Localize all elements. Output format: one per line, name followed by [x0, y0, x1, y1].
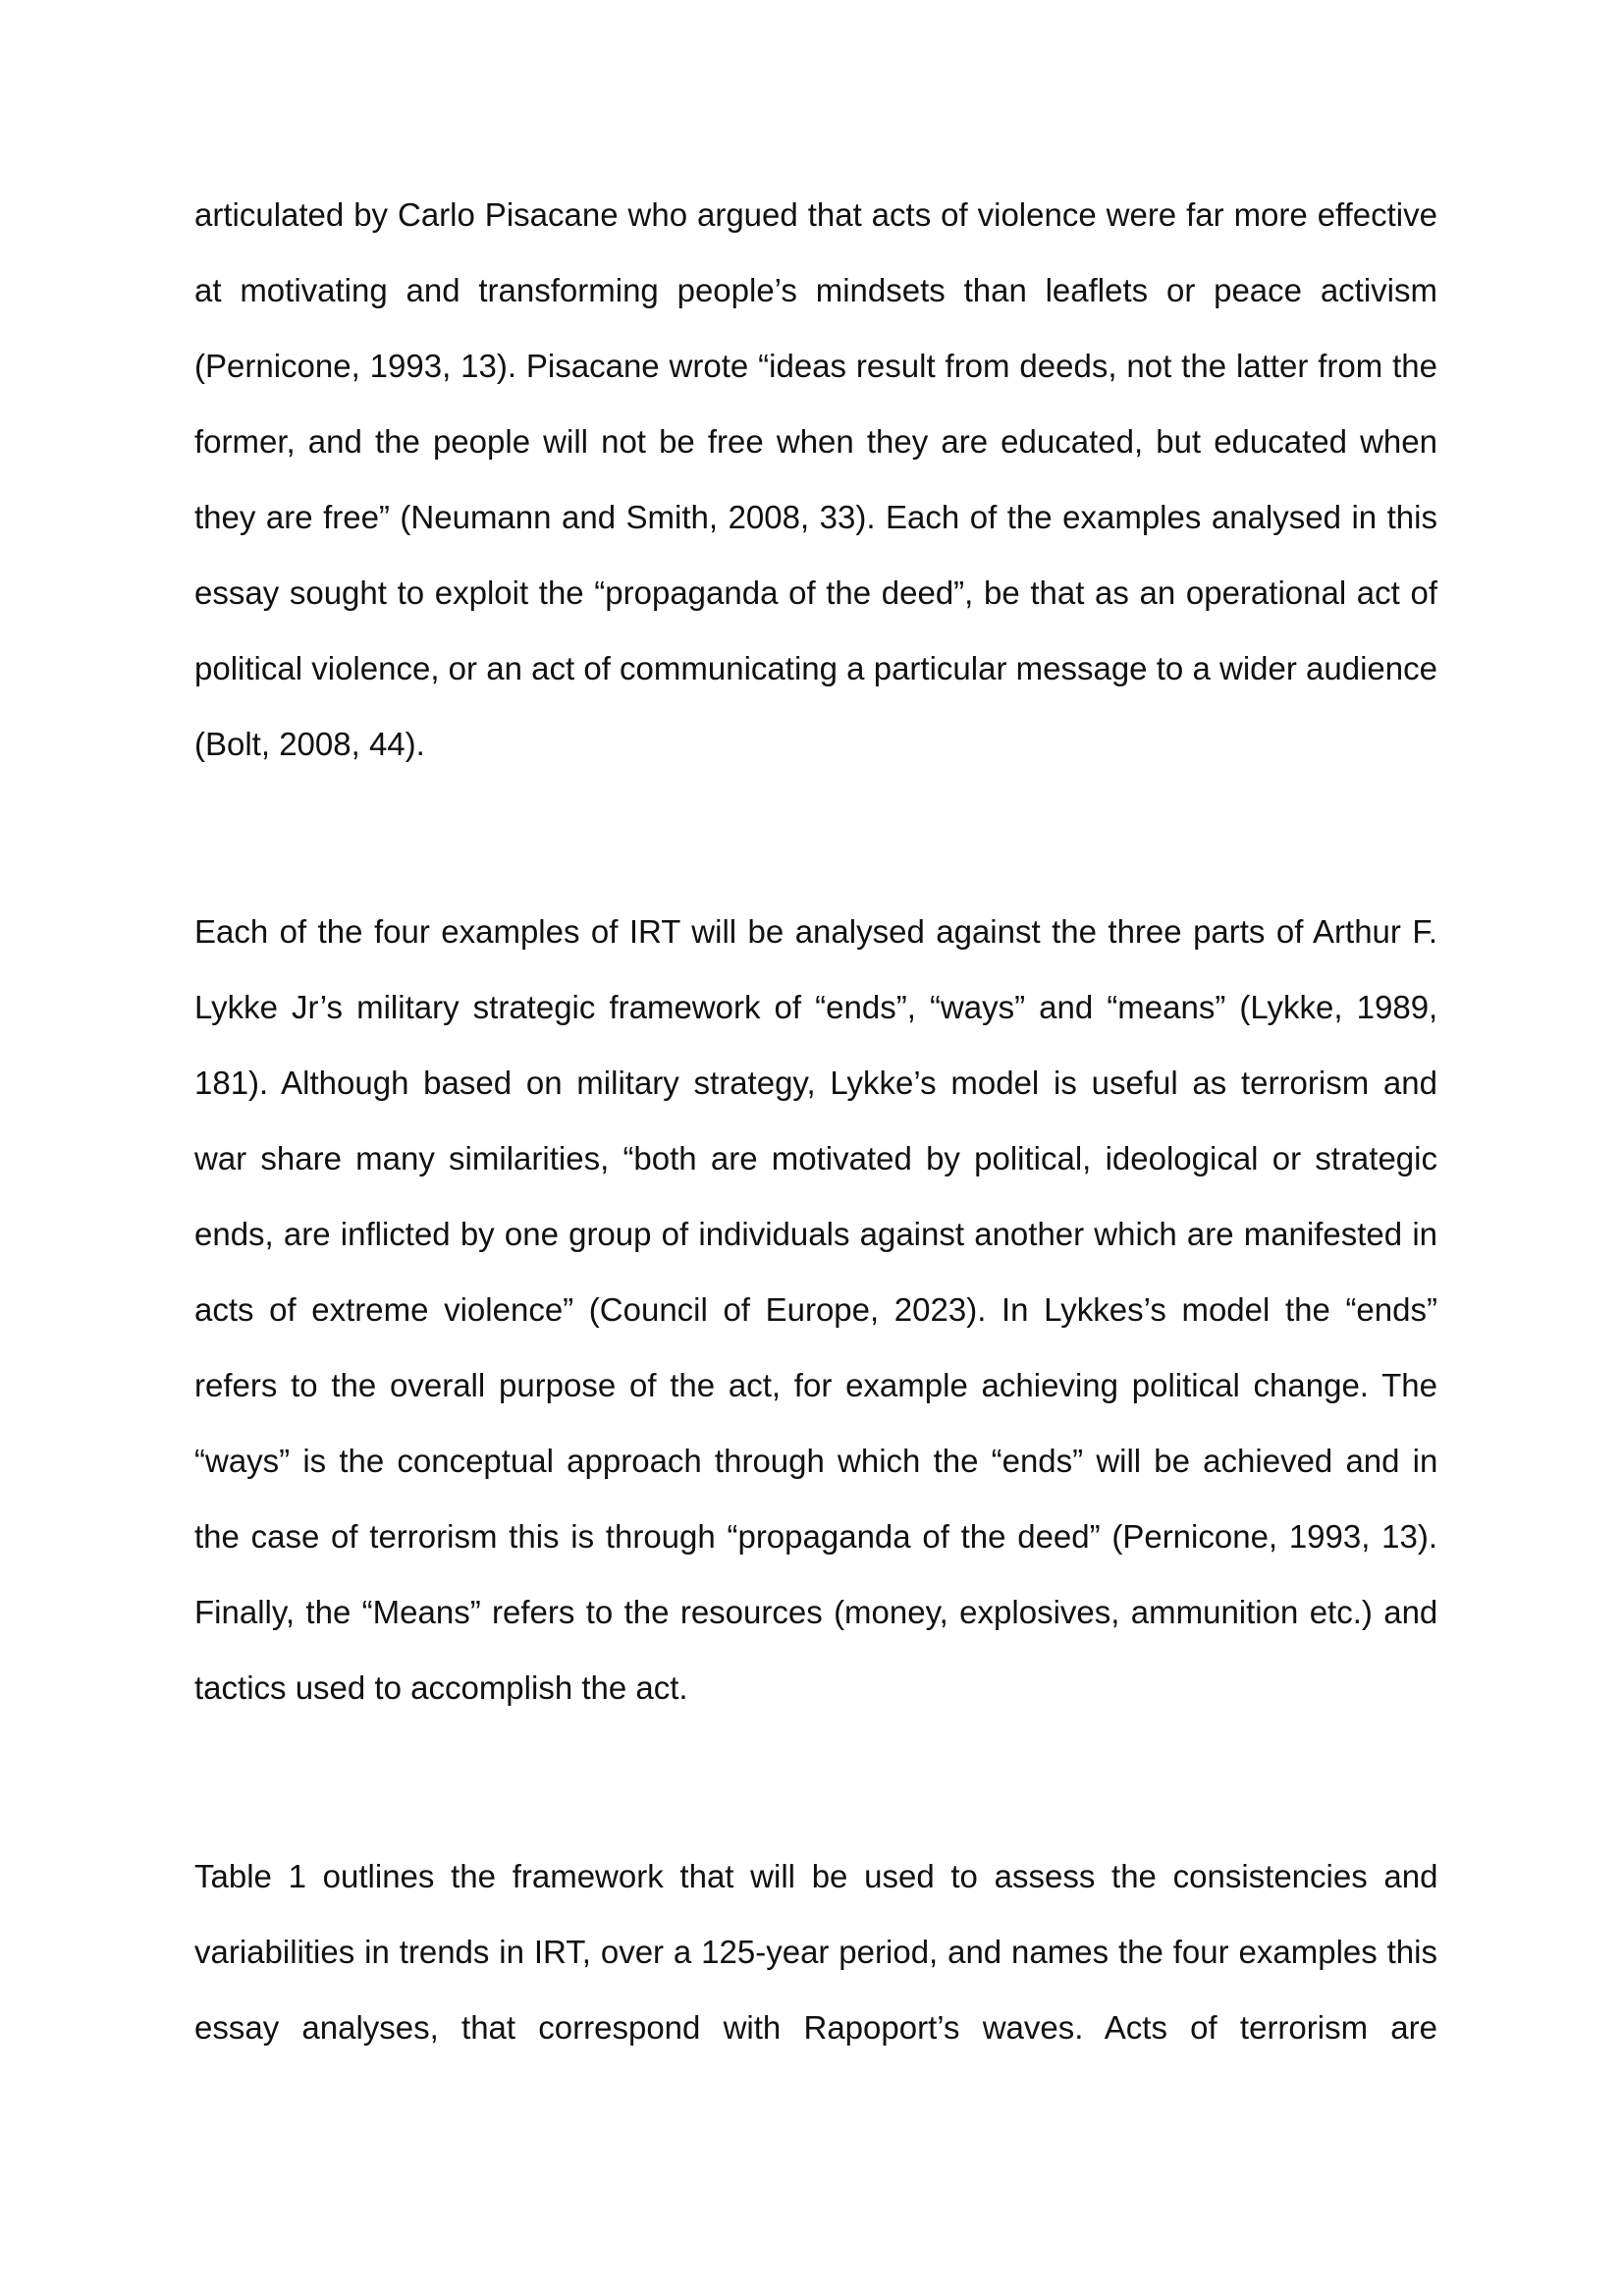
- text-line: variabilities in trends in IRT, over a 125-year period, and names the four examples this: [194, 1934, 1437, 1970]
- text-line: 181). Although based on military strategy, Lykke’s model is useful as terrorism and: [194, 1065, 1437, 1101]
- text-line: political violence, or an act of communicating a particular message to a wider audience: [194, 650, 1437, 686]
- text-line: “ways” is the conceptual approach through which the “ends” will be achieved and in: [194, 1443, 1438, 1479]
- paragraph-table-1-outline: [194, 1838, 1437, 2065]
- text-line: articulated by Carlo Pisacane who argued that acts of violence were far more effective: [194, 196, 1437, 233]
- text-line: they are free” (Neumann and Smith, 2008, 33). Each of the examples analysed in this: [194, 499, 1437, 535]
- text-line: tactics used to accomplish the act.: [194, 1669, 688, 1706]
- text-line: at motivating and transforming people’s mindsets than leaflets or peace activism: [194, 272, 1437, 308]
- text-line: the case of terrorism this is through “propaganda of the deed” (Pernicone, 1993, 13).: [194, 1518, 1437, 1555]
- text-line: former, and the people will not be free when they are educated, but educated when: [194, 423, 1437, 460]
- text-line: (Bolt, 2008, 44).: [194, 726, 425, 762]
- paragraph-propaganda-of-the-deed: [194, 177, 1437, 782]
- text-line: refers to the overall purpose of the act, for example achieving political change. The: [194, 1367, 1437, 1403]
- paragraph-lykke-framework: [194, 894, 1437, 1725]
- text-line: Each of the four examples of IRT will be analysed against the three parts of Arthur F.: [194, 913, 1437, 950]
- text-line: Table 1 outlines the framework that will be used to assess the consistencies and: [194, 1858, 1438, 1894]
- text-line: (Pernicone, 1993, 13). Pisacane wrote “ideas result from deeds, not the latter from the: [194, 348, 1437, 384]
- text-line: essay analyses, that correspond with Rapoport’s waves. Acts of terrorism are: [194, 2009, 1437, 2046]
- text-line: acts of extreme violence” (Council of Europe, 2023). In Lykkes’s model the “ends”: [194, 1291, 1437, 1328]
- text-line: ends, are inflicted by one group of individuals against another which are manifested in: [194, 1216, 1437, 1252]
- text-line: essay sought to exploit the “propaganda of the deed”, be that as an operational act of: [194, 574, 1437, 611]
- text-line: Finally, the “Means” refers to the resources (money, explosives, ammunition etc.) and: [194, 1594, 1438, 1630]
- text-line: war share many similarities, “both are motivated by political, ideological or strategic: [194, 1140, 1437, 1176]
- text-line: Lykke Jr’s military strategic framework of “ends”, “ways” and “means” (Lykke, 1989,: [194, 989, 1438, 1025]
